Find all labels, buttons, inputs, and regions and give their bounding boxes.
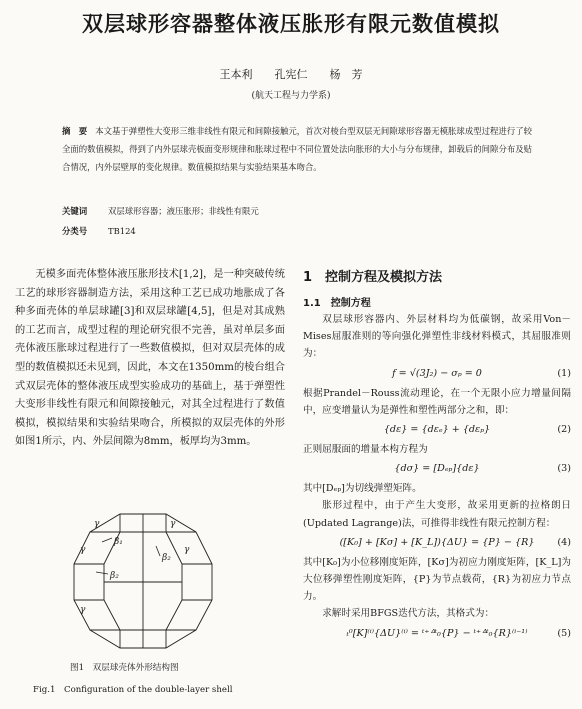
classification-text: TB124 — [108, 226, 136, 236]
equation-number: (5) — [557, 627, 571, 639]
shell-figure — [58, 508, 228, 653]
figure-label: β₁ — [114, 537, 123, 547]
equation-body: f = √(3J₂) − σₚ = 0 — [392, 367, 482, 379]
equation-number: (1) — [557, 367, 571, 379]
equation-body: {dε} = {dεₑ} + {dεₚ} — [383, 424, 491, 436]
affiliation: (航天工程与力学系) — [251, 91, 331, 101]
equation-body: {dσ} = [Dₑₚ]{dε} — [394, 463, 480, 475]
figure-label: γ — [184, 545, 190, 555]
equation-number: (2) — [557, 424, 571, 436]
paragraph: 求解时采用BFGS迭代方法，其格式为： — [322, 608, 495, 620]
figure-label: β₂ — [110, 571, 119, 581]
paragraph: 其中[Dₑₚ]为切线弹塑矩阵。 — [303, 483, 422, 495]
paragraph: 根据Prandel－Rouss流动理论，在一个无限小应力增量间隔中，应变增量认为是弹性和塑性两部分之和，即： — [303, 387, 571, 416]
shell-diagram — [58, 508, 228, 653]
figure-label: γ — [94, 519, 100, 529]
classification-label: 分类号 — [62, 226, 88, 236]
equation-2 — [303, 419, 571, 441]
figure-label: γ — [170, 519, 176, 529]
equation-body: ([K₀] + [Kσ] + [K_L]){ΔU} = {P} − {R} — [339, 536, 535, 548]
classification — [62, 225, 136, 237]
paragraph: 其中[K₀]为小位移刚度矩阵，[Kσ]为初应力刚度矩阵，[K_L]为大位移弹塑性刚度矩阵，{P}为节点载荷，{R}为初应力节点力。 — [303, 556, 571, 603]
equation-3 — [303, 458, 571, 480]
authors: 王本利 孔宪仁 杨 芳 — [219, 68, 363, 81]
section-1 — [303, 266, 571, 645]
equation-number: (3) — [557, 463, 571, 475]
intro-paragraph: 无模多面壳体整体液压胀形技术[1,2]，是一种突破传统工艺的球形容器制造方法，采用这种工艺已成功地胀成了各种多面壳体的单层球罐[3]和双层球罐[4,5]，但是对其成熟的工艺而言，成型过程的理论研究很不完善，虽对单层多面壳体液压胀球过程进行了一些数值模拟，但对双层壳体的成型的数值模拟还未见到，因此，本文在1350mm的棱台组合式双层壳体的整体液压成型实验成功的基础上，基于弹塑性大变形非线性有限元和间隙接触元，对其全过程进行了数值模拟，模拟结果和实验结果吻合，所模拟的双层壳体的外形如图1所示，内、外层间隙为8mm，板厚均为3mm。 — [15, 269, 285, 448]
paragraph: 胀形过程中，由于产生大变形，故采用更新的拉格朗日(Updated Lagrange)法，可推得非线性有限元控制方程： — [303, 500, 571, 529]
equation-5 — [303, 623, 571, 645]
equation-1 — [303, 363, 571, 385]
keywords-label: 关键词 — [62, 206, 88, 216]
paragraph: 双层球形容器内、外层材料均为低碳钢，故采用Von－Mises屈服准则的等向强化弹塑性非线材料模式，其屈服准则为： — [303, 314, 571, 360]
figure-label: γ — [80, 545, 86, 555]
figure-label: γ — [80, 605, 86, 615]
abstract-text: 本文基于弹塑性大变形三维非线性有限元和间隙接触元，首次对棱台型双层无间隙球形容器无模胀球成型过程进行了较全面的数值模拟，得到了内外层球壳板面变形规律和胀球过程中不同位置处法向胀形的大小与分布规律，卸载后的间隙分布及贴合情况，内外层壁厚的变化规律。数值模拟结果与实验结果基本吻合。 — [62, 126, 532, 172]
paper-title: 双层球形容器整体液压胀形有限元数值模拟 — [82, 12, 500, 36]
equation-body: ₜ⁰[K]⁽ⁱ⁾{ΔU}⁽ⁱ⁾ = ᵗ⁺ᐞᵗ₀{P} − ᵗ⁺ᐞᵗ₀{R}⁽ⁱ⁻¹⁾ — [346, 627, 528, 639]
abstract-label: 摘 要 — [62, 126, 88, 136]
equation-number: (4) — [557, 536, 571, 548]
keywords-text: 双层球形容器；液压胀形；非线性有限元 — [108, 206, 259, 216]
figure-label: β₂ — [162, 553, 171, 563]
subsection-heading: 1.1 控制方程 — [303, 298, 371, 309]
abstract — [62, 122, 532, 176]
section-heading: 1 控制方程及模拟方法 — [303, 270, 443, 285]
figure-caption-en: Fig.1 Configuration of the double-layer shell — [33, 685, 233, 695]
paragraph: 正则屈服面的增量本构方程为 — [303, 444, 428, 456]
figure-caption-cn: 图1 双层球壳体外形结构图 — [70, 663, 179, 673]
keywords — [62, 205, 259, 217]
equation-4 — [303, 532, 571, 554]
